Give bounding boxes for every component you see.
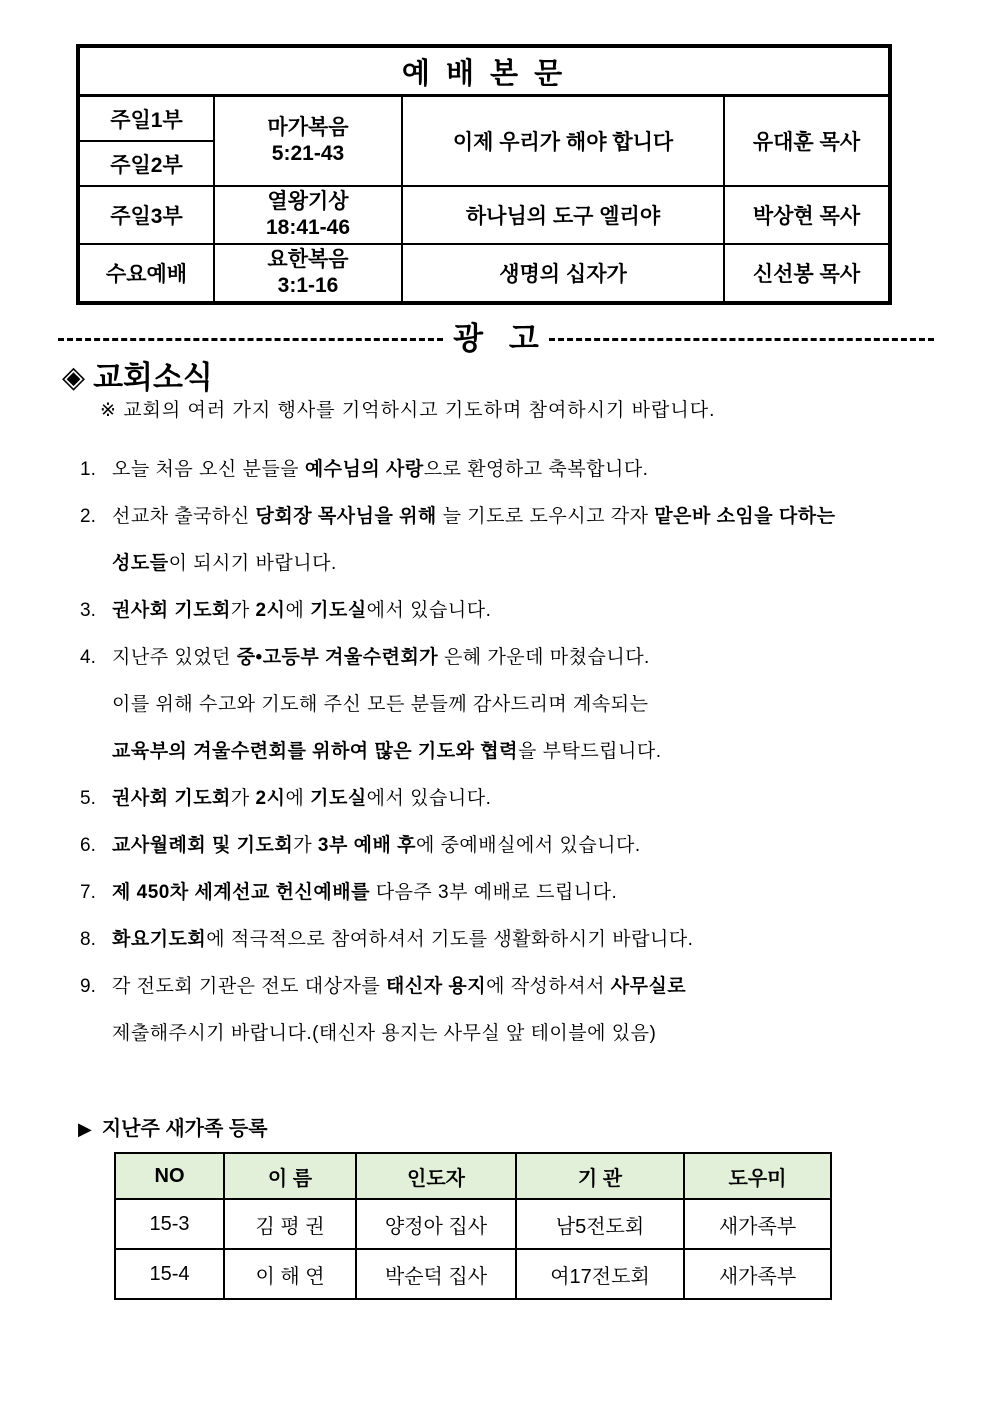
sermon-cell: 이제 우리가 해야 합니다 [402, 96, 724, 187]
announcement-text: 당회장 목사님을 위해 [255, 506, 437, 527]
announcement-number: 3. [80, 600, 96, 621]
announcement-text: 에서 있습니다. [366, 788, 492, 809]
preacher-cell: 유대훈 목사 [724, 96, 890, 187]
announcement-body [112, 493, 946, 587]
announcement-number: 5. [80, 788, 96, 809]
announcement-line [112, 869, 946, 916]
announcement-text: 각 전도회 기관은 전도 대상자를 [112, 976, 386, 997]
announcement-number: 9. [80, 976, 96, 997]
new-family-tbody [115, 1199, 831, 1299]
announcement-number: 2. [80, 506, 96, 527]
announcement-line [112, 587, 946, 634]
announcement-text: 이 되시기 바랍니다. [168, 553, 337, 574]
announcement-item [80, 587, 946, 634]
worship-table [76, 44, 892, 305]
new-family-cell: 남5전도회 [516, 1199, 684, 1249]
announcement-text: 에 [285, 600, 311, 621]
new-family-cell: 양정아 집사 [356, 1199, 516, 1249]
announcements-list [80, 446, 946, 1057]
diamond-icon: ◈ [62, 361, 86, 394]
new-family-header-cell: 기 관 [516, 1153, 684, 1199]
announcement-line [112, 493, 946, 540]
preacher-cell: 박상현 목사 [724, 186, 890, 244]
service-cell: 수요예배 [78, 244, 214, 303]
scripture-book: 요한복음 [267, 248, 349, 271]
scripture-book: 마가복음 [267, 116, 349, 139]
worship-table-title: 예 배 본 문 [78, 46, 890, 96]
announcement-item [80, 822, 946, 869]
announcement-text: 은혜 가운데 마쳤습니다. [438, 647, 650, 668]
new-family-table [114, 1152, 832, 1300]
announcement-body [112, 634, 946, 775]
sermon-cell: 생명의 십자가 [402, 244, 724, 303]
announcement-body [112, 446, 946, 493]
scripture-cell [214, 186, 402, 244]
announcement-number: 4. [80, 647, 96, 668]
announcement-text: 태신자 용지 [386, 976, 487, 997]
church-news-note: ※ 교회의 여러 가지 행사를 기억하시고 기도하며 참여하시기 바랍니다. [100, 400, 716, 421]
announcement-text: 제출해주시기 바랍니다.(태신자 용지는 사무실 앞 테이블에 있음) [112, 1023, 657, 1044]
announcement-text: 지난주 있었던 [112, 647, 237, 668]
announcement-item [80, 634, 946, 775]
announcement-text: 중•고등부 겨울수련회가 [236, 647, 439, 668]
announcement-text: 에 [285, 788, 311, 809]
new-family-cell: 새가족부 [684, 1249, 831, 1299]
scripture-verse: 18:41-46 [265, 216, 351, 239]
new-family-row [115, 1199, 831, 1249]
announcement-number: 8. [80, 929, 96, 950]
new-family-cell: 박순덕 집사 [356, 1249, 516, 1299]
new-family-header-cell: 이 름 [224, 1153, 356, 1199]
new-family-cell: 15-4 [115, 1249, 224, 1299]
scripture-cell [214, 244, 402, 303]
service-cell: 주일2부 [78, 141, 214, 186]
scripture-book: 열왕기상 [267, 190, 349, 213]
announcement-text: 가 [230, 600, 256, 621]
new-family-header-cell: NO [115, 1153, 224, 1199]
announcement-text: 에 적극적으로 참여하셔서 기도를 생활화하시기 바랍니다. [206, 929, 694, 950]
service-cell: 주일1부 [78, 96, 214, 142]
new-family-cell: 여17전도회 [516, 1249, 684, 1299]
announcement-text: 다음주 3부 예배로 드립니다. [369, 882, 618, 903]
scripture-verse: 5:21-43 [271, 142, 345, 165]
new-family-cell: 이 해 연 [224, 1249, 356, 1299]
announcement-text: 권사회 기도회 [112, 600, 231, 621]
announcement-text: 에 중예배실에서 있습니다. [415, 835, 641, 856]
church-news-heading [62, 360, 213, 396]
announcements-title: 광 고 [453, 321, 539, 356]
new-family-header [115, 1153, 831, 1199]
announcement-text: 성도들 [112, 553, 169, 574]
announcement-number: 1. [80, 459, 96, 480]
announcement-item [80, 963, 946, 1057]
new-family-cell: 15-3 [115, 1199, 224, 1249]
announcement-text: 을 부탁드립니다. [517, 741, 662, 762]
announcement-line [112, 916, 946, 963]
announcement-line [112, 728, 946, 775]
announcement-body [112, 963, 946, 1057]
announcement-text: 에 작성하셔서 [486, 976, 611, 997]
new-family-title: 지난주 새가족 등록 [101, 1118, 268, 1140]
announcement-text: 권사회 기도회 [112, 788, 231, 809]
announcement-body [112, 916, 946, 963]
announcement-text: 에서 있습니다. [366, 600, 492, 621]
announcement-number: 6. [80, 835, 96, 856]
announcement-text: 교사월례회 및 기도회 [112, 835, 294, 856]
announcement-body [112, 822, 946, 869]
announcement-text: 화요기도회 [112, 929, 207, 950]
announcement-line [112, 1010, 946, 1057]
announcement-text: 가 [230, 788, 256, 809]
announcement-text: 교육부의 겨울수련회를 위하여 많은 기도와 협력 [112, 741, 518, 762]
announcement-line [112, 681, 946, 728]
announcement-text: 2시 [255, 600, 286, 621]
church-news-title: 교회소식 [93, 360, 213, 395]
triangle-marker-icon: ▶ [78, 1119, 92, 1139]
new-family-header-cell: 도우미 [684, 1153, 831, 1199]
announcement-item [80, 493, 946, 587]
announcement-item [80, 869, 946, 916]
new-family-cell: 새가족부 [684, 1199, 831, 1249]
announcement-text: 맡은바 소임을 다하는 [654, 506, 836, 527]
announcement-text: 3부 예배 후 [317, 835, 416, 856]
announcement-line [112, 446, 946, 493]
announcement-text: 예수님의 사랑 [304, 459, 424, 480]
announcement-text: 2시 [255, 788, 286, 809]
announcement-line [112, 634, 946, 681]
announcement-line [112, 963, 946, 1010]
announcement-line [112, 822, 946, 869]
announcement-line [112, 540, 946, 587]
announcement-text: 가 [293, 835, 318, 856]
announcement-text: 기도실 [310, 788, 367, 809]
announcement-body [112, 869, 946, 916]
scripture-cell [214, 96, 402, 187]
announcements-divider [58, 320, 934, 358]
announcement-text: 으로 환영하고 축복합니다. [423, 459, 649, 480]
announcement-body [112, 775, 946, 822]
sermon-cell: 하나님의 도구 엘리야 [402, 186, 724, 244]
announcement-item [80, 775, 946, 822]
new-family-header-cell: 인도자 [356, 1153, 516, 1199]
scripture-verse: 3:1-16 [277, 274, 339, 297]
new-family-heading [78, 1116, 268, 1142]
announcement-item [80, 916, 946, 963]
service-cell: 주일3부 [78, 186, 214, 244]
dash-line-right [549, 338, 934, 341]
new-family-cell: 김 평 권 [224, 1199, 356, 1249]
announcement-text: 늘 기도로 도우시고 각자 [436, 506, 655, 527]
new-family-header-row [115, 1153, 831, 1199]
announcement-line [112, 775, 946, 822]
announcement-text: 이를 위해 수고와 기도해 주신 모든 분들께 감사드리며 계속되는 [112, 694, 649, 715]
announcement-text: 사무실로 [610, 976, 687, 997]
preacher-cell: 신선봉 목사 [724, 244, 890, 303]
new-family-row [115, 1249, 831, 1299]
dash-line-left [58, 338, 443, 341]
announcement-item [80, 446, 946, 493]
announcement-text: 선교차 출국하신 [112, 506, 256, 527]
announcement-text: 기도실 [310, 600, 367, 621]
announcement-number: 7. [80, 882, 96, 903]
announcement-text: 제 450차 세계선교 헌신예배를 [112, 882, 370, 903]
announcement-body [112, 587, 946, 634]
announcement-text: 오늘 처음 오신 분들을 [112, 459, 305, 480]
